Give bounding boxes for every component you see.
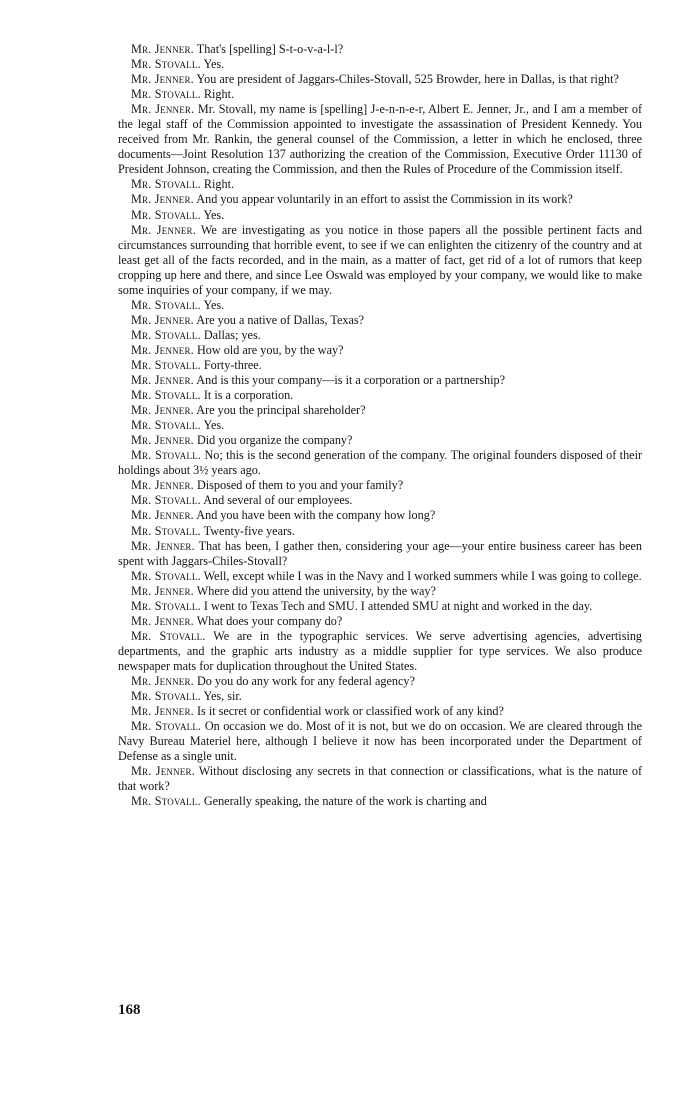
transcript-paragraph [118, 719, 642, 764]
transcript-paragraph [118, 689, 642, 704]
transcript-paragraph [118, 358, 642, 373]
speaker-label: Mr. Jenner. [131, 613, 194, 628]
transcript-paragraph [118, 72, 642, 87]
paragraph-text: Yes. [203, 57, 225, 72]
transcript-paragraph [118, 508, 642, 523]
speaker-label: Mr. Stovall. [131, 448, 202, 463]
speaker-label: Mr. Jenner. [131, 102, 195, 117]
speaker-label: Mr. Stovall. [131, 327, 201, 342]
transcript-paragraph [118, 42, 642, 57]
paragraph-text: We are in the typographic services. We serve advertising agencies, advertising departments, and the graphic arts industry as a middle supplier for type services. We also produce newspaper mats for duplication throughout the United States. [118, 628, 643, 673]
transcript-paragraph [118, 403, 642, 418]
paragraph-text: Are you the principal shareholder? [196, 403, 366, 418]
paragraph-text: Disposed of them to you and your family? [196, 478, 404, 493]
speaker-label: Mr. Stovall. [131, 207, 201, 222]
paragraph-text: Do you do any work for any federal agency? [196, 673, 415, 688]
transcript-paragraph [118, 569, 642, 584]
speaker-label: Mr. Jenner. [131, 704, 194, 719]
speaker-label: Mr. Stovall. [131, 177, 201, 192]
transcript-paragraph [118, 674, 642, 689]
paragraph-text: And you have been with the company how long? [196, 508, 436, 523]
transcript-paragraph [118, 764, 642, 794]
speaker-label: Mr. Stovall. [131, 794, 201, 809]
transcript-paragraph [118, 102, 642, 177]
paragraph-text: What does your company do? [196, 613, 343, 628]
transcript-paragraph [118, 418, 642, 433]
transcript-paragraph [118, 87, 642, 102]
paragraph-text: It is a corporation. [203, 388, 294, 403]
speaker-label: Mr. Jenner. [131, 478, 194, 493]
transcript-paragraph [118, 448, 642, 478]
page-number: 168 [118, 1002, 141, 1018]
transcript-paragraph [118, 328, 642, 343]
paragraph-text: Well, except while I was in the Navy and I worked summers while I was going to college. [203, 568, 642, 583]
transcript-paragraph [118, 177, 642, 192]
transcript-paragraph [118, 208, 642, 223]
paragraph-text: That's [spelling] S-t-o-v-a-l-l? [196, 42, 344, 56]
speaker-label: Mr. Jenner. [131, 764, 195, 779]
speaker-label: Mr. Jenner. [131, 312, 194, 327]
speaker-label: Mr. Stovall. [131, 357, 201, 372]
paragraph-text: Are you a native of Dallas, Texas? [196, 312, 365, 327]
speaker-label: Mr. Stovall. [131, 493, 201, 508]
paragraph-text: You are president of Jaggars-Chiles-Stovall, 525 Browder, here in Dallas, is that right? [196, 72, 619, 87]
speaker-label: Mr. Jenner. [131, 192, 194, 207]
speaker-label: Mr. Stovall. [131, 418, 201, 433]
speaker-label: Mr. Jenner. [131, 433, 194, 448]
paragraph-text: Where did you attend the university, by the way? [196, 583, 436, 598]
transcript-paragraph [118, 584, 642, 599]
speaker-label: Mr. Jenner. [131, 72, 194, 87]
paragraph-text: Without disclosing any secrets in that connection or classifications, what is the nature of that work? [118, 764, 642, 794]
transcript-paragraph [118, 388, 642, 403]
transcript-paragraph [118, 524, 642, 539]
speaker-label: Mr. Jenner. [131, 403, 194, 418]
paragraph-text: Forty-three. [203, 357, 262, 372]
paragraph-text: And is this your company—is it a corporation or a partnership? [196, 373, 505, 388]
transcript-paragraph [118, 433, 642, 448]
speaker-label: Mr. Stovall. [131, 297, 201, 312]
paragraph-text: Generally speaking, the nature of the work is charting and [203, 794, 487, 809]
paragraph-text: Is it secret or confidential work or classified work of any kind? [196, 704, 504, 719]
speaker-label: Mr. Stovall. [131, 568, 201, 583]
speaker-label: Mr. Stovall. [131, 628, 206, 643]
transcript-paragraph [118, 373, 642, 388]
paragraph-text: Twenty-five years. [203, 523, 295, 538]
paragraph-text: Yes. [203, 207, 225, 222]
transcript-paragraph [118, 192, 642, 207]
transcript-paragraph [118, 313, 642, 328]
speaker-label: Mr. Jenner. [131, 373, 194, 388]
transcript-paragraph [118, 629, 642, 674]
transcript-paragraph [118, 478, 642, 493]
paragraph-text: Right. [203, 177, 235, 192]
speaker-label: Mr. Jenner. [131, 222, 196, 237]
paragraph-text: Yes, sir. [203, 689, 242, 704]
speaker-label: Mr. Stovall. [131, 87, 201, 102]
paragraph-text: Mr. Stovall, my name is [spelling] J-e-n-n-e-r, Albert E. Jenner, Jr., and I am a member of the legal staff of the Commission appointed to investigate the assassination of President Kennedy. You received from Mr. Rankin, the general counsel of the Commission, a letter in which he enclosed, three documents—Joint Resolution 137 authorizing the creation of the Commission, Executive Order 11130 of President Johnson, creating the Commission, and then the Rules of Procedure of the Commission itself. [118, 102, 643, 177]
paragraph-text: No; this is the second generation of the company. The original founders disposed of their holdings about 3½ years ago. [118, 448, 643, 478]
transcript-paragraph [118, 539, 642, 569]
paragraph-text: And several of our employees. [203, 493, 353, 508]
paragraph-text: That has been, I gather then, considering your age—your entire business career has been spent with Jaggars-Chiles-Stovall? [118, 538, 643, 568]
speaker-label: Mr. Jenner. [131, 538, 195, 553]
transcript-paragraph [118, 343, 642, 358]
transcript-paragraph [118, 614, 642, 629]
paragraph-text: We are investigating as you notice in those papers all the possible pertinent facts and circumstances surrounding that horrible event, to see if we can enlighten the citizenry of the country and at least get all of the facts recorded, and in the main, as a matter of fact, get rid of a lot of rumors that keep cropping up here and there, and since Lee Oswald was employed by your company, we would like to make some inquiries of your company, if we may. [118, 222, 642, 297]
paragraph-text: Yes. [203, 418, 225, 433]
paragraph-text: Yes. [203, 297, 225, 312]
transcript-paragraph [118, 794, 642, 809]
paragraph-text: And you appear voluntarily in an effort to assist the Commission in its work? [196, 192, 573, 207]
transcript-paragraph [118, 298, 642, 313]
speaker-label: Mr. Stovall. [131, 719, 202, 734]
speaker-label: Mr. Stovall. [131, 57, 201, 72]
paragraph-text: Dallas; yes. [203, 327, 261, 342]
speaker-label: Mr. Stovall. [131, 523, 201, 538]
speaker-label: Mr. Stovall. [131, 598, 201, 613]
paragraph-text: Did you organize the company? [196, 433, 353, 448]
paragraph-text: Right. [203, 87, 235, 102]
transcript-body [118, 42, 642, 809]
speaker-label: Mr. Stovall. [131, 388, 201, 403]
speaker-label: Mr. Stovall. [131, 689, 201, 704]
transcript-paragraph [118, 57, 642, 72]
speaker-label: Mr. Jenner. [131, 508, 194, 523]
paragraph-text: I went to Texas Tech and SMU. I attended SMU at night and worked in the day. [203, 598, 593, 613]
transcript-paragraph [118, 599, 642, 614]
paragraph-text: How old are you, by the way? [196, 342, 344, 357]
speaker-label: Mr. Jenner. [131, 42, 194, 56]
paragraph-text: On occasion we do. Most of it is not, but we do on occasion. We are cleared through the Navy Bureau Materiel here, although I believe it now has been incorporated under the Department of Defense as a single unit. [118, 719, 643, 764]
speaker-label: Mr. Jenner. [131, 583, 194, 598]
speaker-label: Mr. Jenner. [131, 342, 194, 357]
speaker-label: Mr. Jenner. [131, 673, 194, 688]
transcript-paragraph [118, 704, 642, 719]
transcript-paragraph [118, 493, 642, 508]
transcript-paragraph [118, 223, 642, 298]
